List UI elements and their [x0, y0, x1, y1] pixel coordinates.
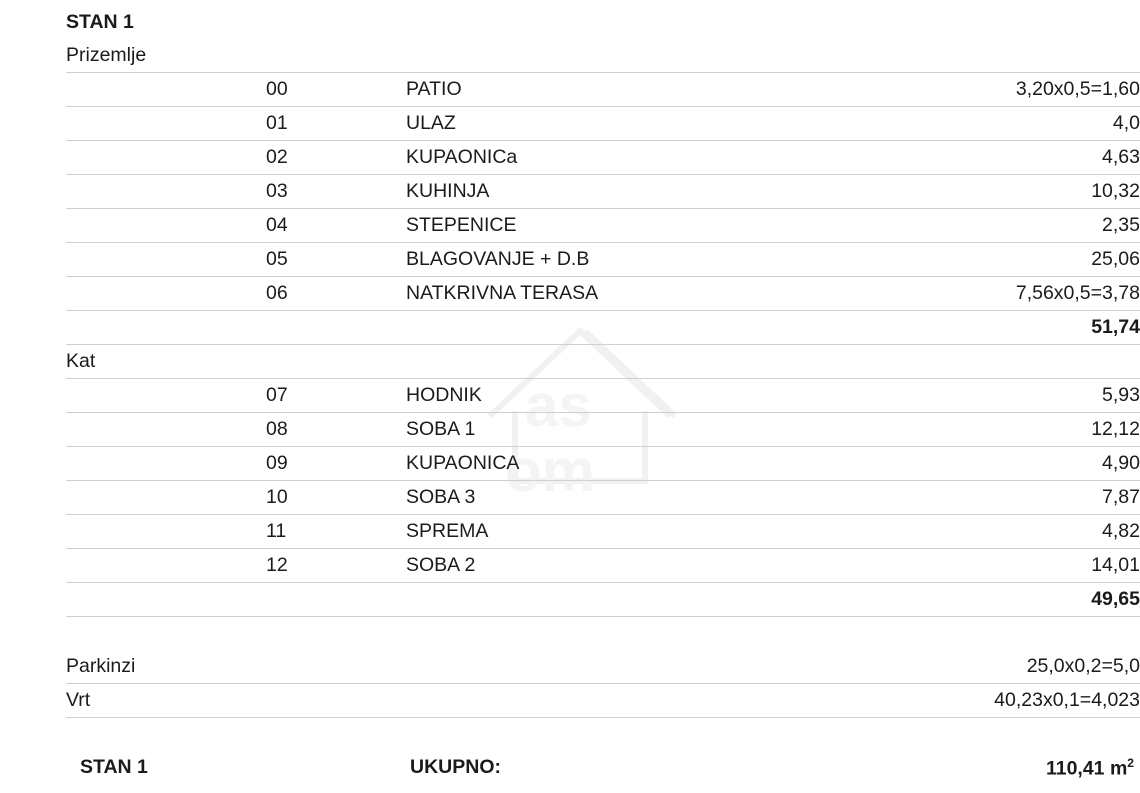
table-row [66, 209, 1140, 243]
table-row [66, 277, 1140, 311]
room-area: 4,63 [826, 141, 1140, 175]
grand-total-row [66, 751, 1140, 784]
room-number: 10 [266, 481, 406, 515]
extra-row-parkinzi [66, 650, 1140, 684]
room-name: SOBA 3 [406, 481, 826, 515]
room-number: 11 [266, 515, 406, 549]
extra-row-vrt [66, 684, 1140, 718]
extra-spacer-1 [266, 650, 406, 684]
room-number: 08 [266, 413, 406, 447]
room-area: 14,01 [826, 549, 1140, 583]
section-spacer-2 [406, 39, 826, 73]
svg-text:as: as [525, 372, 592, 439]
subtotal-spacer-1 [266, 311, 406, 345]
table-row [66, 175, 1140, 209]
room-name: SPREMA [406, 515, 826, 549]
extra-name: Vrt [66, 684, 266, 718]
room-number: 04 [266, 209, 406, 243]
room-area: 10,32 [826, 175, 1140, 209]
room-number: 07 [266, 379, 406, 413]
header-spacer-2 [406, 6, 826, 39]
room-number: 05 [266, 243, 406, 277]
room-area: 7,56x0,5=3,78 [826, 277, 1140, 311]
room-number: 06 [266, 277, 406, 311]
room-area: 4,0 [826, 107, 1140, 141]
extra-spacer-2 [406, 650, 826, 684]
room-name: SOBA 2 [406, 549, 826, 583]
room-number: 09 [266, 447, 406, 481]
section-label: Kat [66, 345, 266, 379]
grand-total-unit-exponent: 2 [1127, 755, 1134, 770]
section-spacer-3 [826, 345, 1140, 379]
subtotal-value: 49,65 [826, 583, 1140, 617]
room-area: 2,35 [826, 209, 1140, 243]
room-area: 7,87 [826, 481, 1140, 515]
room-area: 3,20x0,5=1,60 [826, 73, 1140, 107]
gap-cell [826, 718, 1140, 752]
header-title: STAN 1 [66, 10, 134, 33]
row-indent [66, 209, 266, 243]
room-area: 5,93 [826, 379, 1140, 413]
gap-cell [266, 718, 406, 752]
table-row [66, 379, 1140, 413]
section-spacer-3 [826, 39, 1140, 73]
header-spacer-3 [826, 6, 1140, 39]
room-name: KUHINJA [406, 175, 826, 209]
room-name: BLAGOVANJE + D.B [406, 243, 826, 277]
room-name: ULAZ [406, 107, 826, 141]
row-indent [66, 73, 266, 107]
table-row [66, 73, 1140, 107]
room-number: 12 [266, 549, 406, 583]
row-indent [66, 243, 266, 277]
room-name: PATIO [406, 73, 826, 107]
row-indent [66, 481, 266, 515]
header-spacer-1 [266, 6, 406, 39]
grand-total-value [826, 751, 1140, 784]
subtotal-indent [66, 583, 266, 617]
room-number: 00 [266, 73, 406, 107]
room-name: STEPENICE [406, 209, 826, 243]
room-name: KUPAONICA [406, 447, 826, 481]
room-name: KUPAONICa [406, 141, 826, 175]
table-row [66, 447, 1140, 481]
spacer-cell [826, 617, 1140, 651]
grand-total-label: STAN 1 [80, 755, 148, 778]
spacer-cell [266, 617, 406, 651]
table-row [66, 481, 1140, 515]
table-row [66, 141, 1140, 175]
section-header-prizemlje [66, 39, 1140, 73]
grand-total-caption: UKUPNO: [410, 755, 501, 778]
extra-value: 25,0x0,2=5,0 [826, 650, 1140, 684]
room-name: SOBA 1 [406, 413, 826, 447]
room-number: 01 [266, 107, 406, 141]
subtotal-indent [66, 311, 266, 345]
grand-total-number: 110,41 m [1045, 757, 1128, 779]
section-label: Prizemlje [66, 39, 266, 73]
row-indent [66, 413, 266, 447]
table-header-row [66, 6, 1140, 39]
extra-spacer-1 [266, 684, 406, 718]
section-subtotal-kat [66, 583, 1140, 617]
apartment-area-sheet [0, 6, 1140, 793]
gap-row [66, 718, 1140, 752]
extra-spacer-2 [406, 684, 826, 718]
row-indent [66, 379, 266, 413]
room-area: 25,06 [826, 243, 1140, 277]
room-number: 02 [266, 141, 406, 175]
area-table [66, 6, 1140, 784]
table-row [66, 515, 1140, 549]
table-row [66, 413, 1140, 447]
subtotal-spacer-1 [266, 583, 406, 617]
row-indent [66, 277, 266, 311]
gap-cell [66, 718, 266, 752]
subtotal-spacer-2 [406, 583, 826, 617]
spacer-cell [66, 617, 266, 651]
subtotal-value: 51,74 [826, 311, 1140, 345]
section-header-kat [66, 345, 1140, 379]
gap-cell [406, 718, 826, 752]
section-spacer-1 [266, 39, 406, 73]
row-indent [66, 515, 266, 549]
table-row [66, 107, 1140, 141]
spacer-row [66, 617, 1140, 651]
section-spacer-2 [406, 345, 826, 379]
row-indent [66, 107, 266, 141]
extra-value: 40,23x0,1=4,023 [826, 684, 1140, 718]
room-number: 03 [266, 175, 406, 209]
row-indent [66, 447, 266, 481]
row-indent [66, 175, 266, 209]
row-indent [66, 549, 266, 583]
room-area: 4,82 [826, 515, 1140, 549]
spacer-cell [406, 617, 826, 651]
table-row [66, 243, 1140, 277]
room-name: HODNIK [406, 379, 826, 413]
grand-total-spacer [266, 751, 406, 784]
section-subtotal-prizemlje [66, 311, 1140, 345]
extra-name: Parkinzi [66, 650, 266, 684]
room-area: 4,90 [826, 447, 1140, 481]
room-area: 12,12 [826, 413, 1140, 447]
section-spacer-1 [266, 345, 406, 379]
row-indent [66, 141, 266, 175]
room-name: NATKRIVNA TERASA [406, 277, 826, 311]
subtotal-spacer-2 [406, 311, 826, 345]
table-row [66, 549, 1140, 583]
svg-text:om: om [505, 437, 595, 504]
